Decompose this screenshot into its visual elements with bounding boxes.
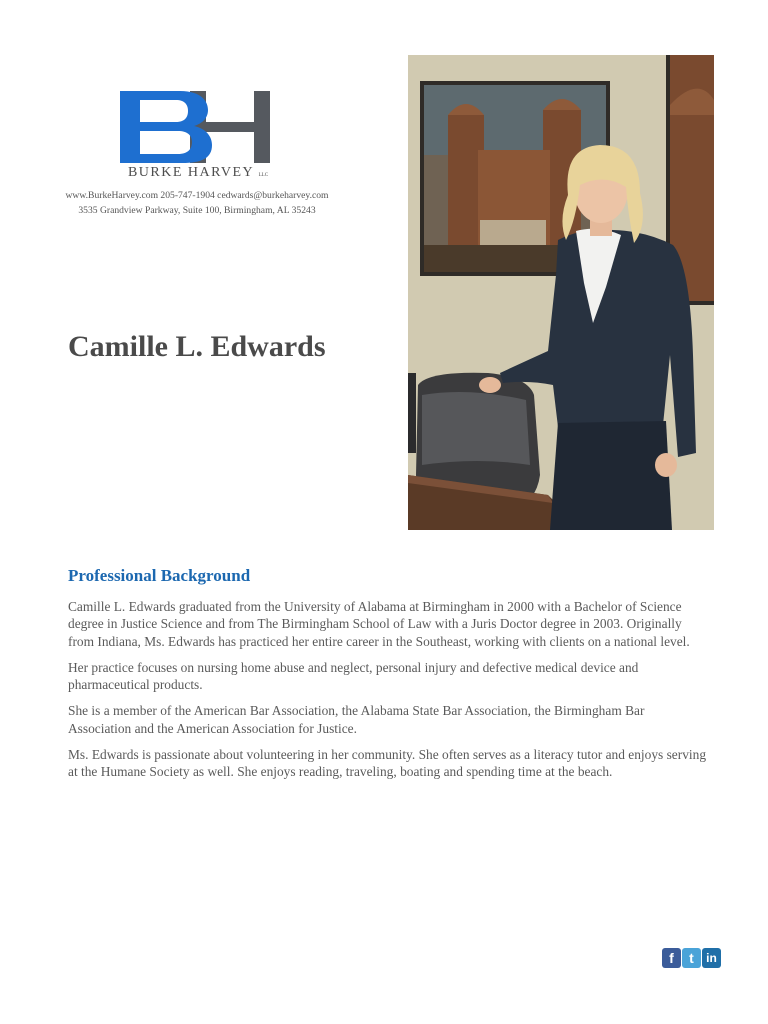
social-links: [662, 948, 721, 968]
logo-suffix: LLC: [258, 173, 269, 178]
professional-background-text: [68, 598, 708, 790]
logo-wordmark: BURKE HARVEY LLC: [127, 165, 269, 180]
paragraph-practice: Her practice focuses on nursing home abuse and neglect, personal injury and defective medical device and pharmaceutical products.: [68, 659, 639, 693]
paragraph-personal: Ms. Edwards is passionate about volunteering in her community. She often serves as a literacy tutor and enjoys serving at the Humane Society as well. She enjoys reading, traveling, boating and spending time at the beach.: [68, 747, 707, 780]
burke-harvey-logo: [118, 88, 278, 184]
section-heading: Professional Background: [68, 566, 251, 585]
twitter-icon[interactable]: t: [682, 948, 701, 968]
linkedin-icon[interactable]: in: [702, 948, 721, 968]
bh-monogram-icon: [118, 88, 278, 166]
attorney-photo: [408, 55, 714, 530]
office-address: 3535 Grandview Parkway, Suite 100, Birmingham, AL 35243: [78, 205, 316, 216]
paragraph-memberships: She is a member of the American Bar Association, the Alabama State Bar Association, the Birmingham Bar Association and the American Association for Justice.: [68, 703, 645, 736]
paragraph-education: Camille L. Edwards graduated from the University of Alabama at Birmingham in 2000 with a Bachelor of Science degree in Justice Science and from The Birmingham School of Law with a Juris Doctor degree in 2003. Originally from Indiana, Ms. Edwards has practiced her entire career in the Southeast, working with clients on a national level.: [68, 599, 690, 649]
contact-info: www.BurkeHarvey.com 205-747-1904 cedwards@burkeharvey.com: [65, 190, 329, 201]
attorney-name: Camille L. Edwards: [68, 330, 326, 363]
facebook-icon[interactable]: f: [662, 948, 681, 968]
